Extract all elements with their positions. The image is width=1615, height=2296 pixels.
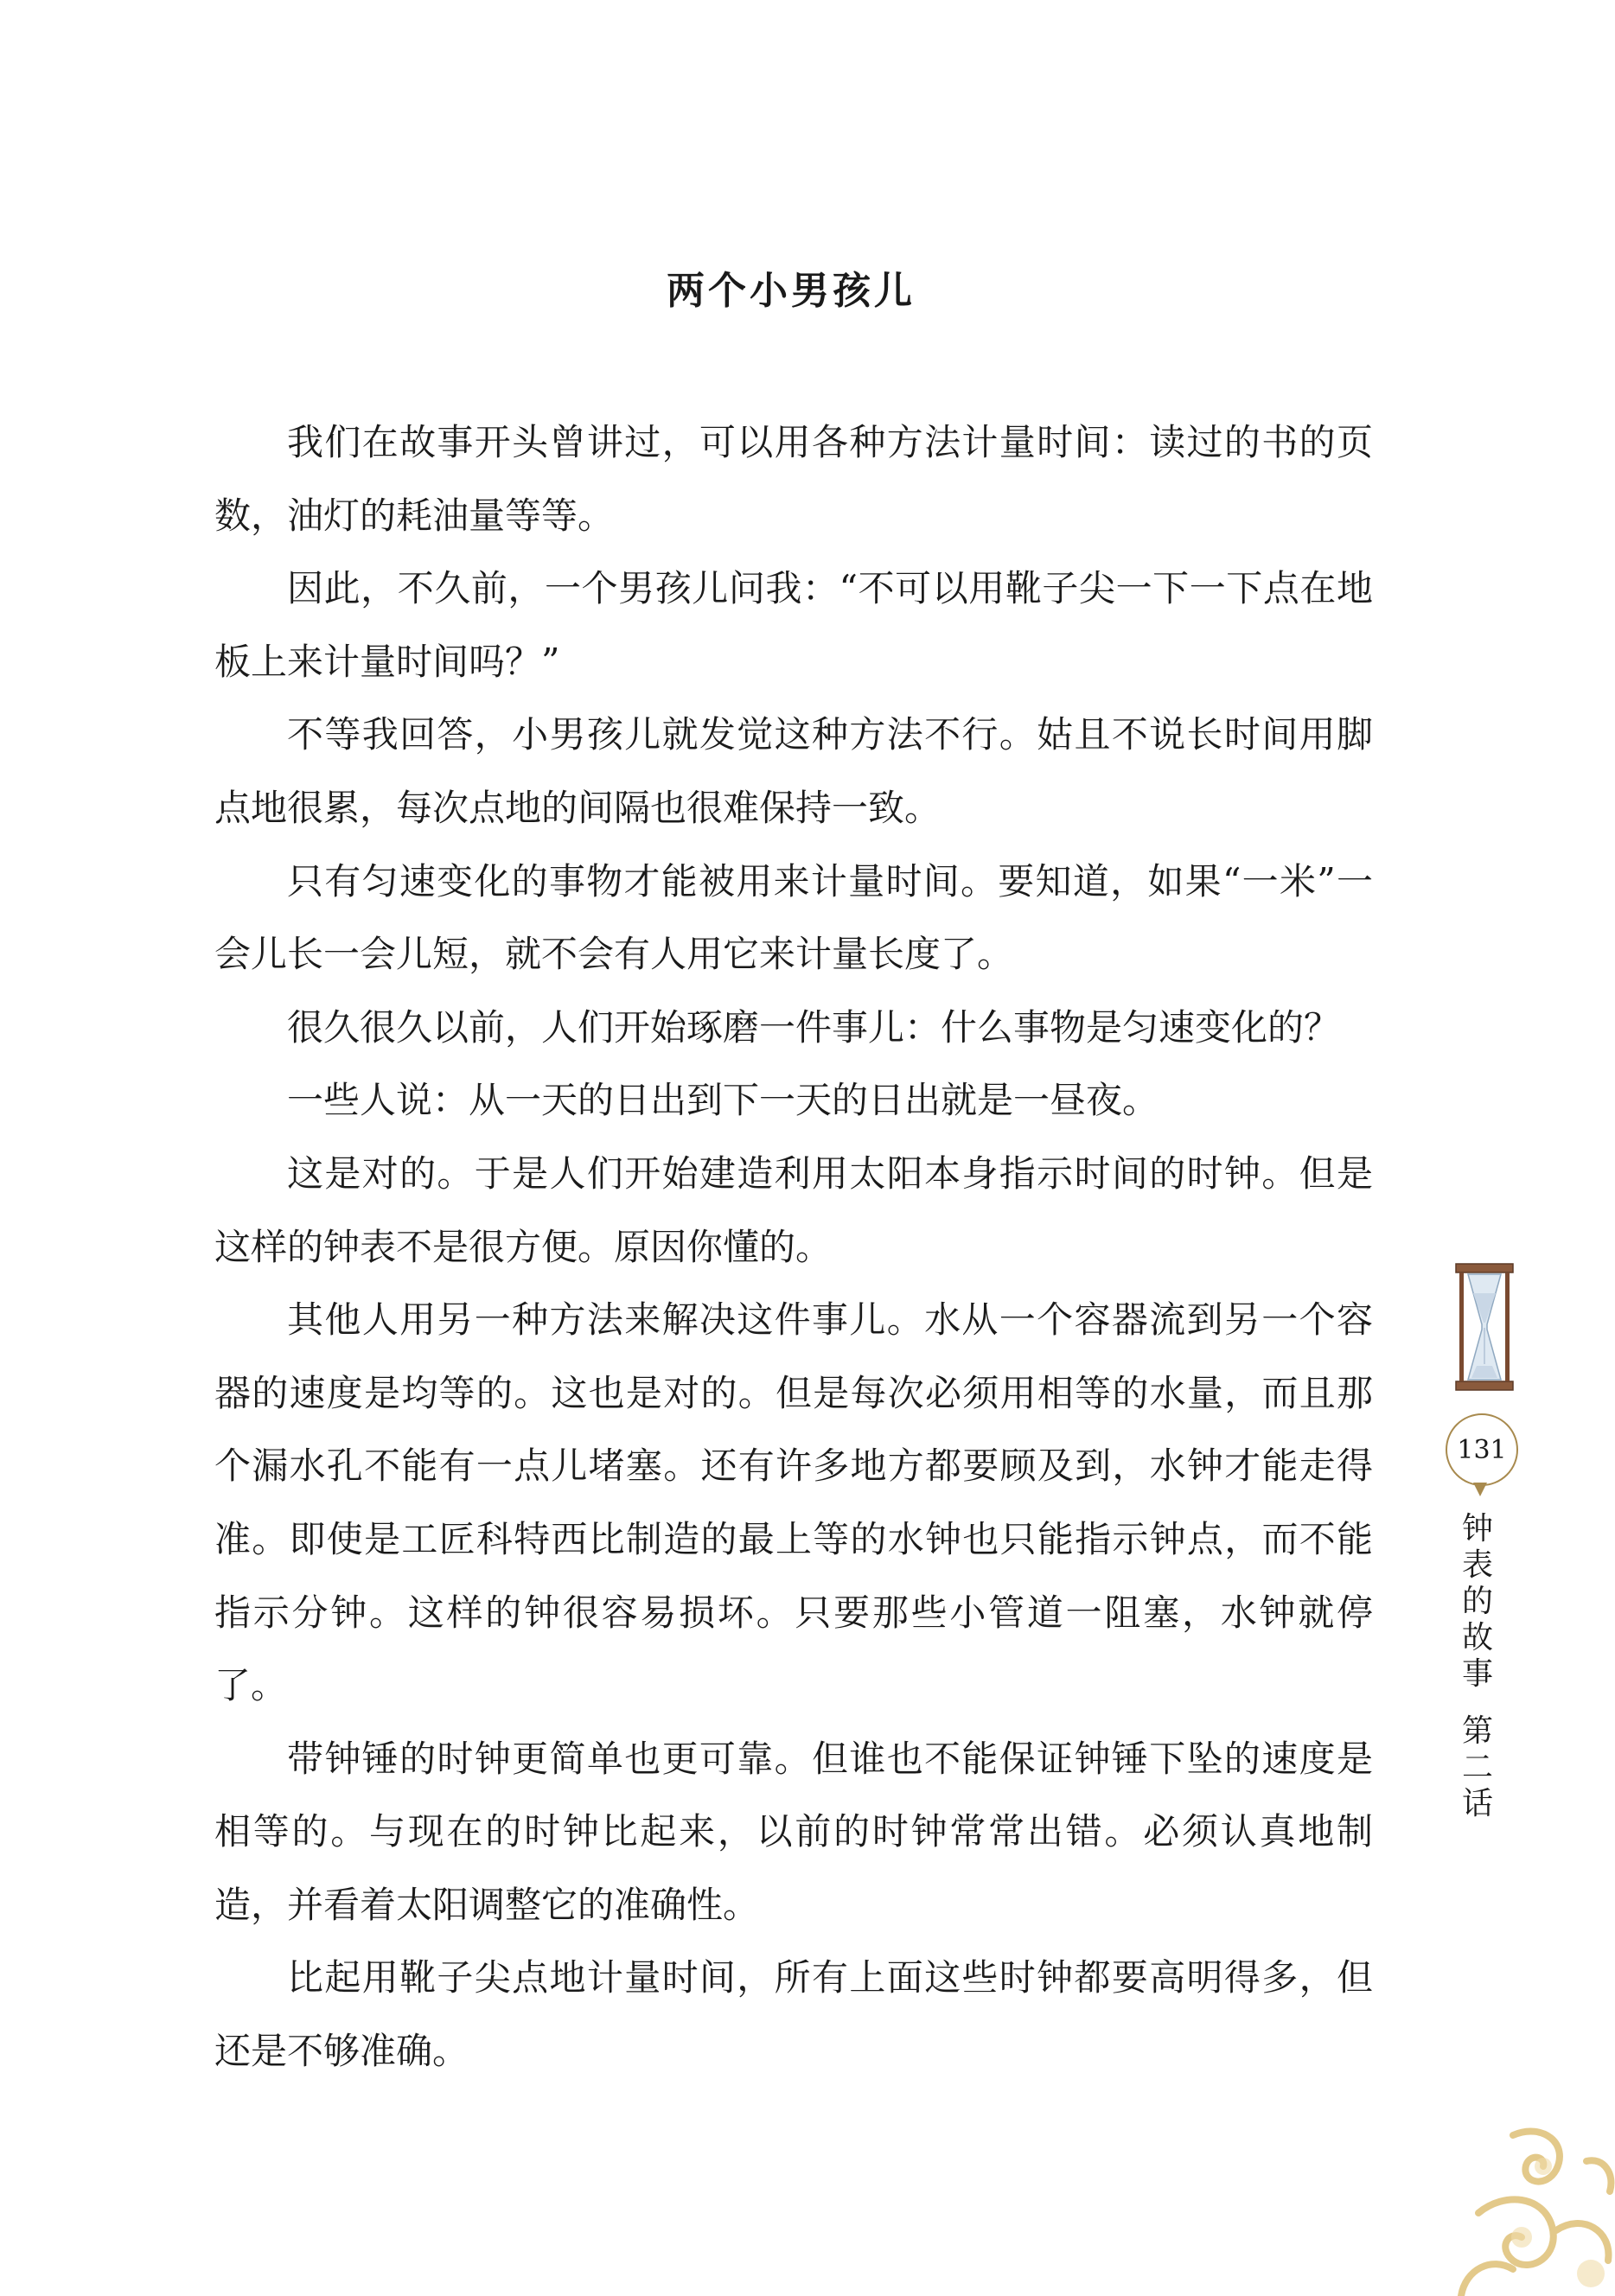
running-head-book-char: 事	[1461, 1656, 1493, 1692]
paragraph: 这是对的。于是人们开始建造利用太阳本身指示时间的时钟。但是这样的钟表不是很方便。原因你懂的。	[214, 1151, 1373, 1268]
paragraph: 带钟锤的时钟更简单也更可靠。但谁也不能保证钟锤下坠的速度是相等的。与现在的时钟比起来，以前的时钟常常出错。必须认真地制造，并看着太阳调整它的准确性。	[214, 1737, 1373, 1926]
paragraph: 我们在故事开头曾讲过，可以用各种方法计量时间：读过的书的页数，油灯的耗油量等等。	[214, 421, 1373, 537]
running-head-book-char: 钟	[1461, 1511, 1493, 1547]
paragraph: 因此，不久前，一个男孩儿问我：“不可以用靴子尖一下一下点在地板上来计量时间吗？”	[214, 567, 1373, 683]
running-head-chapter-char: 二	[1461, 1750, 1493, 1785]
paragraph: 比起用靴子尖点地计量时间，所有上面这些时钟都要高明得多，但还是不够准确。	[214, 1956, 1373, 2073]
running-head-book-char: 的	[1461, 1584, 1493, 1619]
paragraph: 很久很久以前，人们开始琢磨一件事儿：什么事物是匀速变化的？	[287, 1005, 1341, 1049]
running-head-chapter-char: 第	[1461, 1713, 1493, 1749]
running-head-chapter-char: 话	[1461, 1786, 1493, 1821]
chapter-title: 两个小男孩儿	[667, 269, 916, 313]
running-head-gap	[1454, 1693, 1501, 1713]
paragraph: 其他人用另一种方法来解决这件事儿。水从一个容器流到另一个容器的速度是均等的。这也是对的。但是每次必须用相等的水量，而且那个漏水孔不能有一点儿堵塞。还有许多地方都要顾及到，水钟才能走得准。即使是工匠科特西比制造的最上等的水钟也只能指示钟点，而不能指示分钟。这样的钟很容易损坏。只要那些小管道一阻塞，水钟就停了。	[214, 1298, 1373, 1707]
body-text	[214, 406, 1373, 2089]
running-head	[1454, 1511, 1501, 1822]
paragraph: 不等我回答，小男孩儿就发觉这种方法不行。姑且不说长时间用脚点地很累，每次点地的间隔也很难保持一致。	[214, 713, 1373, 829]
paragraph: 只有匀速变化的事物才能被用来计量时间。要知道，如果“一米”一会儿长一会儿短，就不会有人用它来计量长度了。	[214, 859, 1373, 976]
hourglass-icon	[1454, 1262, 1515, 1392]
running-head-book-char: 故	[1461, 1620, 1493, 1655]
paragraph: 一些人说：从一天的日出到下一天的日出就是一昼夜。	[287, 1079, 1159, 1122]
running-head-book-char: 表	[1461, 1547, 1493, 1583]
cloud-ornament	[1383, 2109, 1615, 2296]
page-number: 131	[1446, 1413, 1518, 1486]
page-number-pointer	[1473, 1483, 1487, 1496]
